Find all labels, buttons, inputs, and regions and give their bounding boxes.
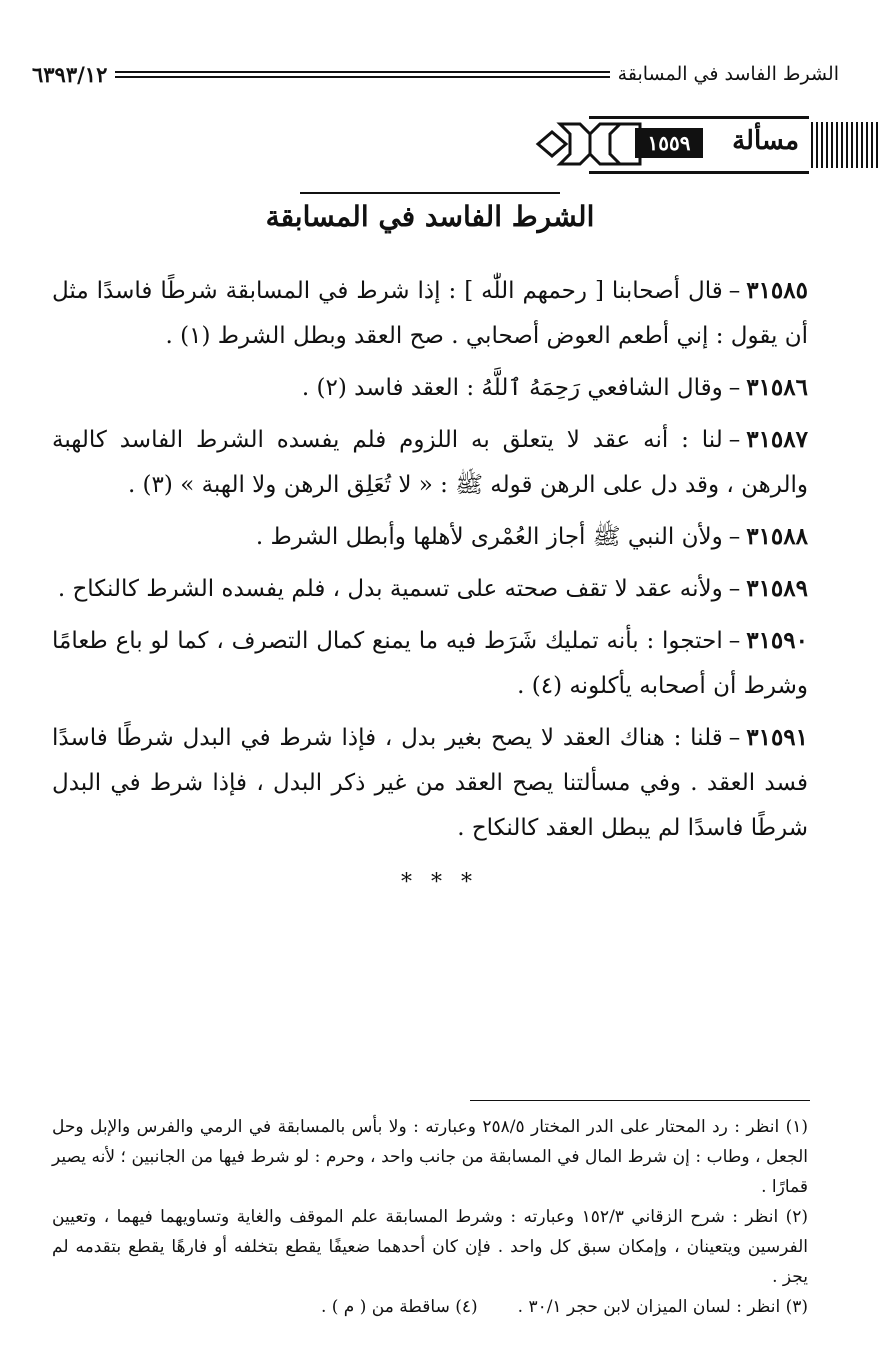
paragraph-text: قال أصحابنا [ رحمهم اللّٰه ] : إذا شرط في المسابقة شرطًا فاسدًا مثل أن يقول : إني أطعم العوض أصحابي . صح العقد وبطل الشرط (١) .	[52, 278, 808, 349]
paragraph-text: احتجوا : بأنه تمليك شَرَط فيه ما يمنع كمال التصرف ، كما لو باع طعامًا وشرط أن أصحابه يأكلونه (٤) .	[52, 628, 808, 699]
masala-number: ١٥٥٩	[635, 128, 703, 158]
paragraph-text: ولأن النبي ﷺ أجاز العُمْرى لأهلها وأبطل الشرط .	[255, 524, 723, 550]
footnote: (٢) انظر : شرح الزقاني ١٥٢/٣ وعبارته : وشرط المسابقة علم الموقف والغاية وتساويهما فيهما ، وتعيين الفرسين ويتعينان ، وإمكان سبق كل واحد . فإن كان أحدهما ضعيفًا يقطع بتخلفه أو فارهًا يقطع بتقدمه لم يجز .	[52, 1207, 808, 1287]
paragraph-number: ٣١٥٨٨	[746, 523, 808, 550]
paragraph: ٣١٥٩١–قلنا : هناك العقد لا يصح بغير بدل ، فإذا شرط في البدل شرطًا فاسدًا فسد العقد . وفي مسألتنا يصح العقد من غير ذكر البدل ، فإذا شرط في البدل شرطًا فاسدًا لم يبطل العقد كالنكاح .	[52, 724, 809, 841]
masala-banner	[530, 116, 879, 174]
footnotes	[52, 1112, 808, 1322]
paragraph-number: ٣١٥٨٥	[746, 277, 808, 304]
running-header	[32, 58, 839, 90]
body-text	[52, 268, 808, 857]
footnote: (٤) ساقطة من ( م ) .	[320, 1297, 478, 1317]
footnote: (٣) انظر : لسان الميزان لابن حجر ٣٠/١ .	[517, 1297, 808, 1317]
paragraph: ٣١٥٨٥–قال أصحابنا [ رحمهم اللّٰه ] : إذا شرط في المسابقة شرطًا فاسدًا مثل أن يقول : إني أطعم العوض أصحابي . صح العقد وبطل الشرط (١) .	[52, 277, 808, 349]
title-rule	[300, 192, 560, 194]
paragraph: ٣١٥٨٦–وقال الشافعي رَحِمَهُ ٱللَّهُ : العقد فاسد (٢) .	[301, 374, 808, 401]
paragraph-text: لنا : أنه عقد لا يتعلق به اللزوم فلم يفسده الشرط الفاسد كالهبة والرهن ، وقد دل على الرهن قوله ﷺ : « لا تُعَلِق الرهن ولا الهبة » (٣) .	[52, 427, 808, 498]
section-separator: * * *	[401, 870, 478, 895]
footnote-rule	[470, 1100, 810, 1101]
header-reference: ٦٣٩٣/١٢	[32, 61, 108, 87]
paragraph: ٣١٥٨٧–لنا : أنه عقد لا يتعلق به اللزوم فلم يفسده الشرط الفاسد كالهبة والرهن ، وقد دل على الرهن قوله ﷺ : « لا تُعَلِق الرهن ولا الهبة » (٣) .	[52, 426, 808, 498]
masala-label: مسألة	[732, 126, 799, 156]
paragraph-number: ٣١٥٩٠	[746, 627, 808, 654]
header-rule	[115, 71, 609, 78]
paragraph-number: ٣١٥٨٩	[746, 575, 808, 602]
chapter-title: الشرط الفاسد في المسابقة	[265, 200, 595, 233]
footnote: (١) انظر : رد المحتار على الدر المختار ٢٥٨/٥ وعبارته : ولا بأس بالمسابقة في الرمي والفرس والإبل وحل الجعل ، وطاب : إن شرط المال في المسابقة من جانب واحد ، وحرم : لو شرط فيها من الجانبين ؛ لأنه يصير قمارًا .	[52, 1117, 808, 1197]
paragraph: ٣١٥٩٠–احتجوا : بأنه تمليك شَرَط فيه ما يمنع كمال التصرف ، كما لو باع طعامًا وشرط أن أصحابه يأكلونه (٤) .	[52, 627, 808, 699]
paragraph-number: ٣١٥٩١	[746, 724, 809, 751]
paragraph-text: قلنا : هناك العقد لا يصح بغير بدل ، فإذا شرط في البدل شرطًا فاسدًا فسد العقد . وفي مسألتنا يصح العقد من غير ذكر البدل ، فإذا شرط في البدل شرطًا فاسدًا لم يبطل العقد كالنكاح .	[52, 725, 808, 841]
barcode-icon	[809, 122, 879, 168]
footnote-row	[52, 1292, 808, 1322]
paragraph-text: ولأنه عقد لا تقف صحته على تسمية بدل ، فلم يفسده الشرط كالنكاح .	[57, 576, 723, 602]
paragraph-number: ٣١٥٨٧	[746, 426, 808, 453]
paragraph: ٣١٥٨٨–ولأن النبي ﷺ أجاز العُمْرى لأهلها وأبطل الشرط .	[255, 523, 808, 550]
running-title: الشرط الفاسد في المسابقة	[617, 63, 839, 85]
paragraph-text: وقال الشافعي رَحِمَهُ ٱللَّهُ : العقد فاسد (٢) .	[301, 375, 723, 401]
paragraph-number: ٣١٥٨٦	[746, 374, 808, 401]
paragraph: ٣١٥٨٩–ولأنه عقد لا تقف صحته على تسمية بدل ، فلم يفسده الشرط كالنكاح .	[57, 575, 808, 602]
